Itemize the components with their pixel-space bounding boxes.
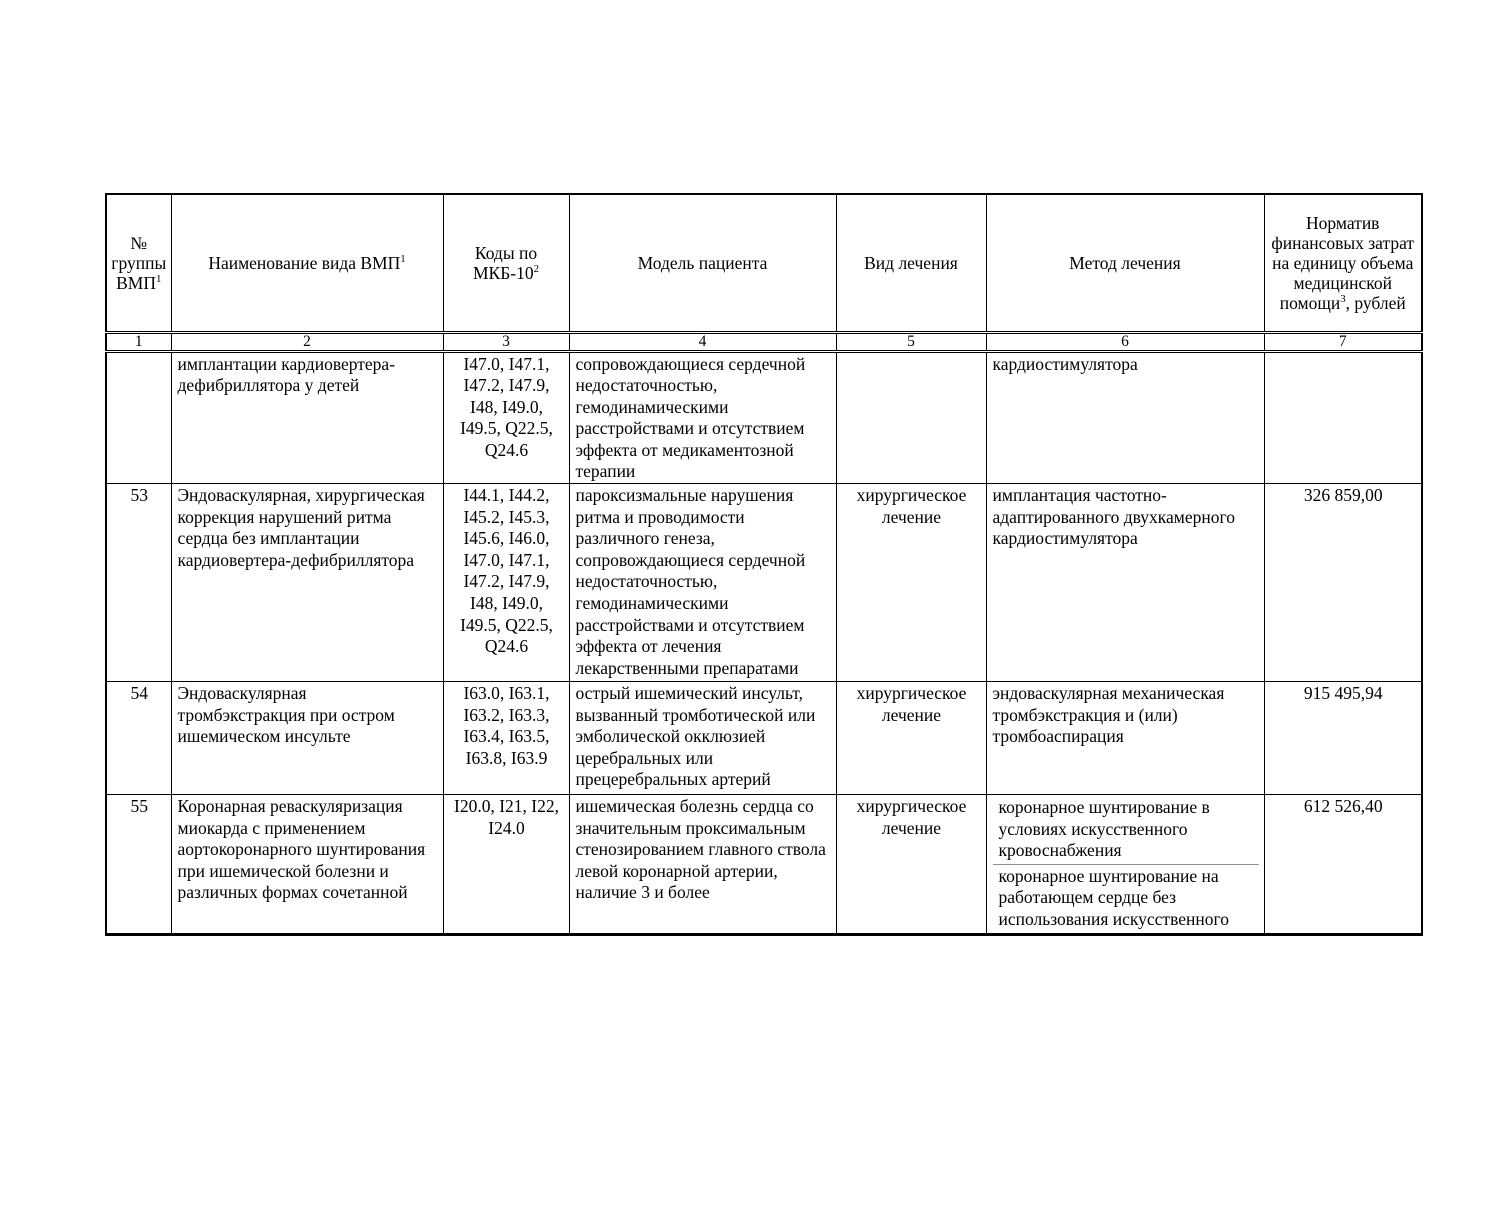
treatment-method-option-1: коронарное шунтирование в условиях искусственного кровоснабжения — [993, 796, 1259, 865]
col-number-7: 7 — [1264, 332, 1422, 351]
column-number-row — [106, 332, 1422, 351]
col-number-1: 1 — [106, 332, 171, 351]
col-header-treatment-type: Вид лечения — [836, 194, 986, 332]
cell-icd-codes: I44.1, I44.2, I45.2, I45.3, I45.6, I46.0, I47.0, I47.1, I47.2, I47.9, I48, I49.0, I49.5, Q22.5, Q24.6 — [443, 484, 569, 682]
cell-treatment-type: хирургическое лечение — [836, 795, 986, 935]
cell-treatment-method: имплантация частотно-адаптированного двухкамерного кардиостимулятора — [986, 484, 1264, 682]
col-header-group-no: № группы ВМП$^1$ — [106, 194, 171, 332]
col-number-6: 6 — [986, 332, 1264, 351]
treatment-method-option-2: коронарное шунтирование на работающем сердце без использования искусственного — [998, 865, 1229, 930]
cell-group-no — [106, 351, 171, 484]
col-number-4: 4 — [569, 332, 836, 351]
table-row-53 — [106, 484, 1422, 682]
cell-patient-model: пароксизмальные нарушения ритма и проводимости различного генеза, сопровождающиеся сердечной недостаточностью, гемодинамическими расстройствами и отсутствием эффекта от лечения лекарственными препаратами — [569, 484, 836, 682]
table-row-continuation — [106, 351, 1422, 484]
cell-treatment-type — [836, 351, 986, 484]
col-number-3: 3 — [443, 332, 569, 351]
col-header-method: Метод лечения — [986, 194, 1264, 332]
cell-treatment-type: хирургическое лечение — [836, 484, 986, 682]
cell-vmp-name: имплантации кардиовертера-дефибриллятора у детей — [171, 351, 443, 484]
cell-treatment-method: эндоваскулярная механическая тромбэкстракция и (или) тромбоаспирация — [986, 682, 1264, 795]
cell-icd-codes: I63.0, I63.1, I63.2, I63.3, I63.4, I63.5, I63.8, I63.9 — [443, 682, 569, 795]
cell-cost-standard — [1264, 351, 1422, 484]
col-header-model: Модель пациента — [569, 194, 836, 332]
col-header-name: Наименование вида ВМП$^1$ — [171, 194, 443, 332]
cell-treatment-method: кардиостимулятора — [986, 351, 1264, 484]
cell-treatment-type: хирургическое лечение — [836, 682, 986, 795]
col-header-codes: Коды по МКБ-$10^2$ — [443, 194, 569, 332]
cell-patient-model: ишемическая болезнь сердца со значительным проксимальным стенозированием главного ствола левой коронарной артерии, наличие 3 и более — [569, 795, 836, 935]
cell-vmp-name: Эндоваскулярная тромбэкстракция при остром ишемическом инсульте — [171, 682, 443, 795]
table-row-54 — [106, 682, 1422, 795]
table-row-55 — [106, 795, 1422, 935]
cell-cost-standard: 915 495,94 — [1264, 682, 1422, 795]
cell-patient-model: сопровождающиеся сердечной недостаточностью, гемодинамическими расстройствами и отсутствием эффекта от медикаментозной терапии — [569, 351, 836, 484]
cell-cost-standard: 326 859,00 — [1264, 484, 1422, 682]
col-number-2: 2 — [171, 332, 443, 351]
vmp-tariff-table — [105, 193, 1423, 936]
cell-cost-standard: 612 526,40 — [1264, 795, 1422, 935]
cell-vmp-name: Эндоваскулярная, хирургическая коррекция нарушений ритма сердца без имплантации кардиовертера-дефибриллятора — [171, 484, 443, 682]
cell-treatment-method — [986, 795, 1264, 935]
cell-group-no: 53 — [106, 484, 171, 682]
cell-patient-model: острый ишемический инсульт, вызванный тромботической или эмболической окклюзией церебральных или прецеребральных артерий — [569, 682, 836, 795]
table-header-row — [106, 194, 1422, 332]
cell-vmp-name: Коронарная реваскуляризация миокарда с применением аортокоронарного шунтирования при ишемической болезни и различных формах сочетанной — [171, 795, 443, 935]
col-number-5: 5 — [836, 332, 986, 351]
col-header-cost: Норматив финансовых затрат на единицу объема медицинской помощи$^3$, рублей — [1264, 194, 1422, 332]
cell-icd-codes: I20.0, I21, I22, I24.0 — [443, 795, 569, 935]
cell-group-no: 55 — [106, 795, 171, 935]
cell-icd-codes: I47.0, I47.1, I47.2, I47.9, I48, I49.0, I49.5, Q22.5, Q24.6 — [443, 351, 569, 484]
cell-group-no: 54 — [106, 682, 171, 795]
